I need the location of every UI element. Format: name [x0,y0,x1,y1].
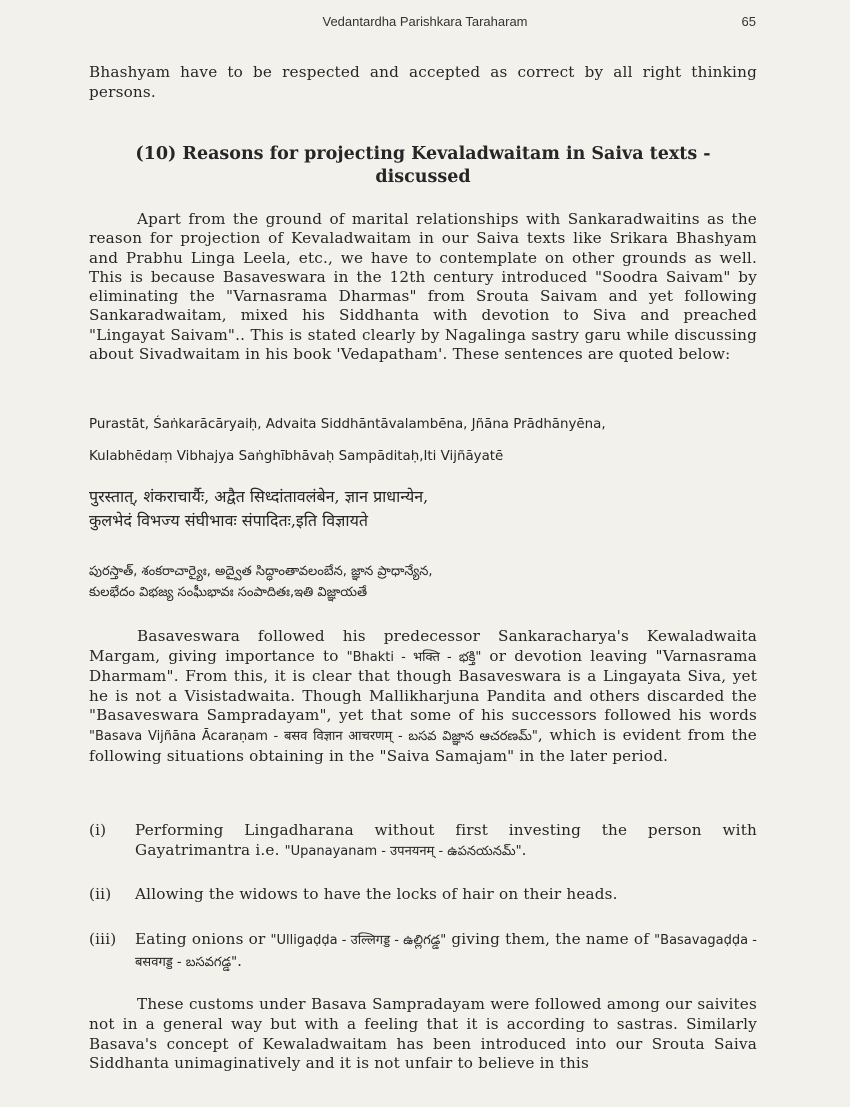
list-item-2-text: Allowing the widows to have the locks of hair on their heads. [135,885,618,903]
list-item-2 [89,884,757,904]
term-basava-vijnana: "Basava Vijñāna Ācaraṇam - बसव विज्ञान आचरणम् - బసవ విజ్ఞాన ఆచరణమ్" [89,728,538,744]
list-item-3-body: Eating onions or [135,930,271,948]
list-item-1-body: Performing Lingadharana without first investing the person with Gayatrimantra i.e. [135,821,757,859]
section-heading-line-2: discussed [375,167,471,187]
quote-translit-line-2: Kulabhēdaṃ Vibhajya Saṅghībhāvaḥ Sampāditaḥ,Iti Vijñāyatē [89,449,504,464]
section-heading [89,143,757,189]
quote-telugu-line-2: కులభేదం విభజ్య సంఘీభావః సంపాదితః,ఇతి విజ్ఞాయతే [89,585,368,600]
list-item-3 [89,929,757,973]
list-item-1-number: (i) [89,821,107,839]
quote-devanagari-line-2: कुलभेदं विभज्य संघीभावः संपादितः,इति विज्ञायते [89,511,368,530]
paragraph-2-part-2: or devotion leaving "Varnasrama Dharmam". From this, it is clear that though Basaveswara is a Lingayata Siva, yet he is not a Visistadwaita. Though Mallikharjuna Pandita and others discarded the "Basaveswara Sampradayam", yet that some of his successors followed his words [89,646,757,725]
list-item-3-after-2: . [237,952,243,970]
list-item-1 [89,820,757,862]
list-item-1-after: . [521,841,527,859]
quote-devanagari-line-1: पुरस्तात्, शंकराचार्यैः, अद्वैत सिध्दांतावलंबेन, ज्ञान प्राधान्येन, [89,487,429,506]
quote-telugu-line-1: పురస్తాత్, శంకరాచార్యైః, అద్వైత సిద్ధాంతావలంబేన, జ్ఞాన ప్రాధాన్యేన, [89,564,433,579]
page-header [0,14,850,34]
quote-transliteration [89,415,757,467]
running-title: Vedantardha Parishkara Taraharam [322,14,528,29]
paragraph-1: Apart from the ground of marital relationships with Sankaradwaitins as the reason for projection of Kevaladwaitam in our Saiva texts like Srikara Bhashyam and Prabhu Linga Leela, etc., we have to contemplate on other grounds as well. This is because Basaveswara in the 12th century introduced "Soodra Saivam" by eliminating the "Varnasrama Dharmas" from Srouta Saivam and yet following Sankaradwaitam, mixed his Siddhanta with devotion to Siva and preached "Lingayat Saivam".. This is stated clearly by Nagalinga sastry garu while discussing about Sivadwaitam in his book 'Vedapatham'. These sentences are quoted below: [89,210,757,364]
quote-devanagari [89,485,757,533]
intro-paragraph [89,63,757,102]
paragraph-2 [89,627,757,766]
term-ulligadda: "Ulligaḍḍa - उल्लिगड्ड - ఉల్లిగడ్డ" [270,933,447,948]
list-item-3-number: (iii) [89,930,117,948]
intro-line-2: persons. [89,82,156,101]
page-number: 65 [741,14,756,29]
term-bhakti: "Bhakti - भक्ति - భక్తి" [346,649,482,665]
paragraph-2-part-3: , which is evident from the following situations obtaining in the "Saiva Samajam" in the later period. [89,725,757,765]
term-upanayanam: "Upanayanam - उपनयनम् - ఉపనయనమ్" [284,844,522,859]
intro-line-1: Bhashyam have to be respected and accepted as correct by all right thinking [89,63,757,81]
term-basavagadda: "Basavagaḍḍa - बसवगड्ड - బసవగడ్డ" [135,933,757,970]
quote-telugu [89,561,757,603]
list-item-1-text [135,820,757,862]
quote-translit-line-1: Purastāt, Śaṅkarācāryaiḥ, Advaita Siddhāntāvalambēna, Jñāna Prādhānyēna, [89,417,606,432]
paragraph-2-part-1: Basaveswara followed his predecessor Sankaracharya's Kewaladwaita Margam, giving importance to [89,627,757,665]
list-item-3-after: giving them, the name of [446,930,655,948]
list-item-3-text [135,929,757,973]
paragraph-3: These customs under Basava Sampradayam were followed among our saivites not in a general way but with a feeling that it is according to sastras. Similarly Basava's concept of Kewaladwaitam has been introduced into our Srouta Saiva Siddhanta unimaginatively and it is not unfair to believe in this [89,995,757,1073]
section-heading-line-1: (10) Reasons for projecting Kevaladwaitam in Saiva texts - [135,144,711,164]
list-item-2-number: (ii) [89,885,112,903]
